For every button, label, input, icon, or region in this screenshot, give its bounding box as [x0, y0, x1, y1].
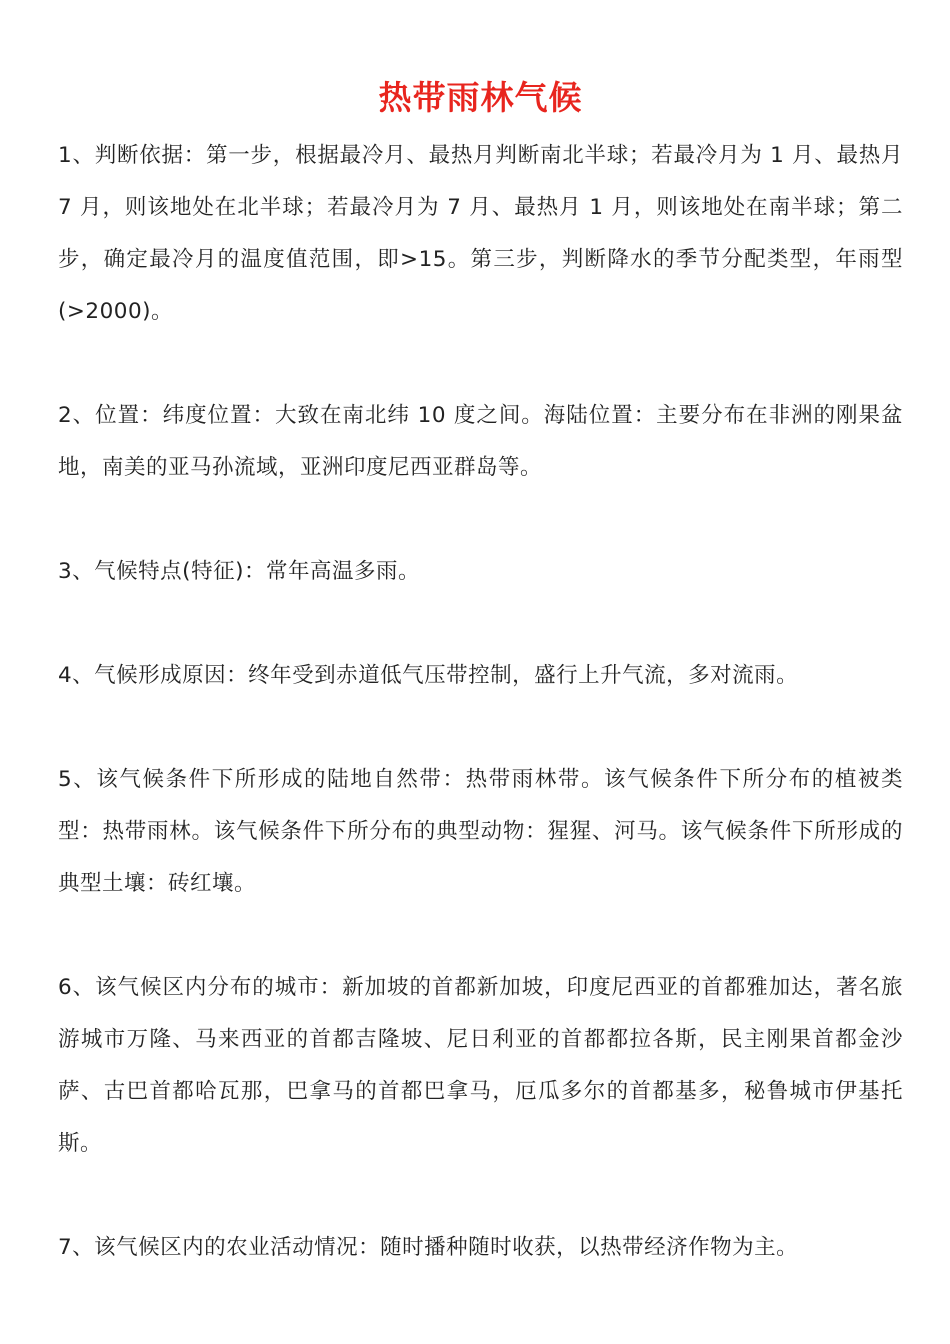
document-title: 热带雨林气候: [378, 78, 583, 117]
paragraph-7-agriculture: 7、该气候区内的农业活动情况：随时播种随时收获，以热带经济作物为主。: [58, 1235, 799, 1260]
paragraph-spacer: [58, 910, 903, 962]
paragraph-spacer: [58, 338, 903, 390]
document-page: [58, 76, 903, 1274]
paragraph-spacer: [58, 1170, 903, 1222]
paragraph-spacer: [58, 494, 903, 546]
paragraph-6-cities: 6、该气候区内分布的城市：新加坡的首都新加坡，印度尼西亚的首都雅加达，著名旅游城市万隆、马来西亚的首都吉隆坡、尼日利亚的首都都拉各斯，民主刚果首都金沙萨、古巴首都哈瓦那，巴拿马的首都巴拿马，厄瓜多尔的首都基多，秘鲁城市伊基托斯。: [58, 975, 903, 1156]
paragraph-spacer: [58, 702, 903, 754]
paragraph-2-location: 2、位置：纬度位置：大致在南北纬 10 度之间。海陆位置：主要分布在非洲的刚果盆地，南美的亚马孙流域，亚洲印度尼西亚群岛等。: [58, 403, 903, 480]
paragraph-spacer: [58, 598, 903, 650]
paragraph-4-causes: 4、气候形成原因：终年受到赤道低气压带控制，盛行上升气流，多对流雨。: [58, 663, 799, 688]
paragraph-3-characteristics: 3、气候特点(特征)：常年高温多雨。: [58, 559, 420, 584]
paragraph-1-criteria: 1、判断依据：第一步，根据最冷月、最热月判断南北半球；若最冷月为 1 月、最热月 7 月，则该地处在北半球；若最冷月为 7 月、最热月 1 月，则该地处在南半球；第二步，确定最冷月的温度值范围，即>15。第三步，判断降水的季节分配类型，年雨型(>2000)。: [58, 143, 903, 324]
paragraph-5-natural-zone: 5、该气候条件下所形成的陆地自然带：热带雨林带。该气候条件下所分布的植被类型：热带雨林。该气候条件下所分布的典型动物：猩猩、河马。该气候条件下所形成的典型土壤：砖红壤。: [58, 767, 903, 896]
